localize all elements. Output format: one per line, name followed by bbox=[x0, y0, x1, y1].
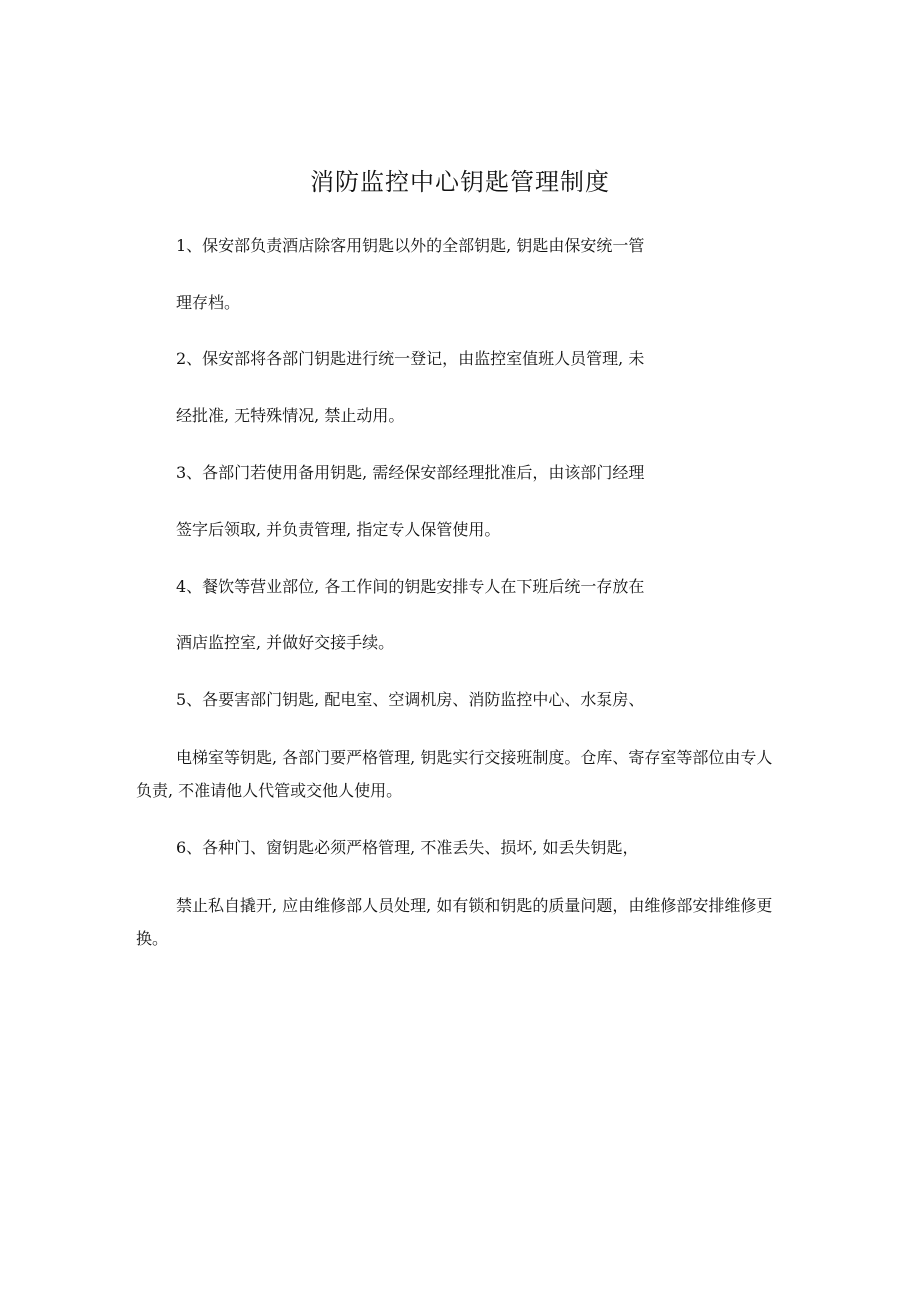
item-1-line-1: 1、保安部负责酒店除客用钥匙以外的全部钥匙, 钥匙由保安统一管 bbox=[176, 236, 645, 255]
item-6-paragraph: 禁止私自撬开, 应由维修部人员处理, 如有锁和钥匙的质量问题，由维修部安排维修更换。 bbox=[136, 896, 773, 948]
item-2-line-1: 2、保安部将各部门钥匙进行统一登记，由监控室值班人员管理, 未 bbox=[176, 349, 645, 368]
item-4-line-2: 酒店监控室, 并做好交接手续。 bbox=[176, 633, 395, 652]
item-2-line-2: 经批准, 无特殊情况, 禁止动用。 bbox=[176, 406, 405, 425]
item-5-paragraph: 电梯室等钥匙, 各部门要严格管理, 钥匙实行交接班制度。仓库、寄存室等部位由专人负责, 不准请他人代管或交他人使用。 bbox=[136, 748, 773, 800]
item-6-line-1: 6、各种门、窗钥匙必须严格管理, 不准丢失、损坏, 如丢失钥匙， bbox=[176, 838, 639, 857]
item-3-line-2: 签字后领取, 并负责管理, 指定专人保管使用。 bbox=[176, 520, 501, 539]
item-4-line-1: 4、餐饮等营业部位, 各工作间的钥匙安排专人在下班后统一存放在 bbox=[176, 577, 645, 596]
item-5-line-1: 5、各要害部门钥匙, 配电室、空调机房、消防监控中心、水泵房、 bbox=[176, 690, 645, 709]
item-1-line-2: 理存档。 bbox=[176, 293, 241, 312]
item-3-line-1: 3、各部门若使用备用钥匙, 需经保安部经理批准后，由该部门经理 bbox=[176, 463, 645, 482]
document-title: 消防监控中心钥匙管理制度 bbox=[310, 168, 610, 196]
